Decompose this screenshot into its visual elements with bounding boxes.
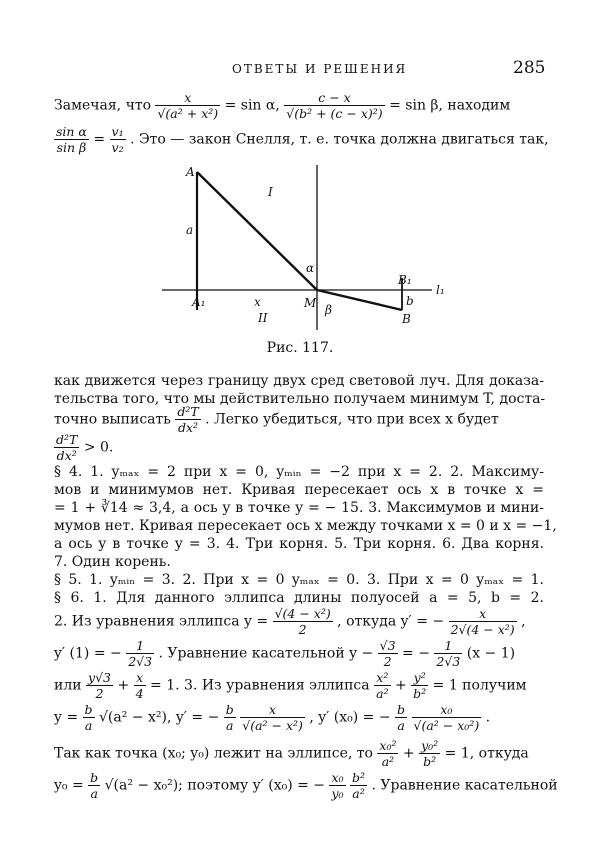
header-title: ОТВЕТЫ И РЕШЕНИЯ — [232, 62, 408, 76]
label-l1: l₁ — [436, 283, 445, 297]
section-4-line: а ось y в точке y = 3. 4. Три корня. 5. Три корня. 6. Два корня. — [54, 536, 544, 552]
label-beta: β — [325, 303, 332, 317]
section-4-line: мумов нет. Кривая пересекает ось x между точками x = 0 и x = −1, — [54, 518, 557, 534]
section-4-line: 7. Один корень. — [54, 554, 171, 570]
label-M: M — [304, 296, 317, 310]
equation-line: y′ (1) = − $\frac{1}{2√3}$ . Уравнение касательной y − $\frac{√3}{2}$ = − $\frac{1}{2√3}$ (x − 1) — [54, 638, 516, 669]
label-B1: B₁ — [398, 273, 412, 287]
fraction-v: $\frac{\text{v₁}}{\text{v₂}}$ — [111, 124, 124, 155]
equation-line: Так как точка (x₀; y₀) лежит на эллипсе, то $\frac{\text{x₀²}}{\text{a²}}$ + $\frac{\text{y₀²}}{\text{b²}}$ = 1, откуда — [54, 738, 529, 769]
equation-line: 2. Из уравнения эллипса y = $\frac{\text{√(4 − x²)}}{2}$ , откуда y′ = − $\frac{x}{\text{2√(4 − x²)}}$ , — [54, 606, 526, 637]
label-a: a — [186, 223, 194, 237]
fraction-x-over-root: $\frac{x}{\text{√(a² + x²)}}$ — [157, 90, 219, 121]
label-II: II — [258, 311, 268, 325]
label-A1: A₁ — [192, 295, 206, 309]
running-header — [0, 58, 600, 82]
label-x: x — [254, 295, 261, 309]
label-alpha: α — [306, 261, 315, 275]
text-line-1: Замечая, что $\frac{x}{\text{√(a² + x²)}}$ = sin α, $\frac{c - x}{\text{√(b² + (c − x)²)}}$ = sin β, находим — [54, 90, 511, 121]
text-line-2: $\frac{\text{sin α}}{\text{sin β}}$ = $\frac{\text{v₁}}{\text{v₂}}$ . Это — закон Снелля, т. е. точка должна двигаться так, — [56, 124, 549, 155]
body-line: $\frac{\text{d²T}}{\text{dx²}}$ > 0. — [56, 432, 114, 463]
body-line: как движется через границу двух сред световой луч. Для доказа- — [54, 373, 544, 389]
body-line: тельства того, что мы действительно получаем минимум T, доста- — [54, 391, 546, 407]
label-B: B — [402, 312, 411, 326]
equation-line: y₀ = $\frac{b}{a}$ √(a² − x₀²); поэтому y′ (x₀) = − $\frac{\text{x₀}}{\text{y₀}}$ $\frac{\text{b²}}{\text{a²}}$ . Уравнение касательной — [54, 770, 558, 801]
equation-line: y = $\frac{b}{a}$ √(a² − x²), y′ = − $\frac{b}{a}$ $\frac{x}{\text{√(a² − x²)}}$ , y′ (x₀) = − $\frac{b}{a}$ $\frac{\text{x₀}}{\text{√(a² − x₀²)}}$ . — [54, 702, 491, 733]
segment-am — [197, 172, 317, 290]
figure-117 — [150, 160, 460, 355]
equation-line: или $\frac{y√3}{2}$ + $\frac{x}{4}$ = 1. 3. Из уравнения эллипса $\frac{\text{x²}}{\text{a²}}$ + $\frac{\text{y²}}{\text{b²}}$ = 1 получим — [54, 670, 527, 701]
label-I: I — [268, 185, 273, 199]
section-4-line: § 4. 1. yₘₐₓ = 2 при x = 0, yₘᵢₙ = −2 при x = 2. 2. Максиму- — [54, 464, 544, 480]
section-4-line: мов и минимумов нет. Кривая пересекает ось x в точке x = — [54, 482, 544, 498]
label-A: A — [186, 165, 195, 179]
fraction-cx-over-root: $\frac{c - x}{\text{√(b² + (c − x)²)}}$ — [286, 90, 383, 121]
label-b: b — [406, 294, 414, 308]
body-line: точно выписать $\frac{\text{d²T}}{\text{dx²}}$ . Легко убедиться, что при всех x будет — [54, 404, 499, 435]
page-number: 285 — [513, 58, 546, 78]
fraction-sin: $\frac{\text{sin α}}{\text{sin β}}$ — [56, 124, 87, 155]
section-6-line: § 6. 1. Для данного эллипса длины полуосей a = 5, b = 2. — [54, 590, 544, 606]
section-5-line: § 5. 1. yₘᵢₙ = 3. 2. При x = 0 yₘₐₓ = 0. 3. При x = 0 yₘₐₓ = 1. — [54, 572, 544, 588]
section-4-line: = 1 + ∛14 ≈ 3,4, а ось y в точке y = − 15. 3. Максимумов и мини- — [54, 500, 544, 516]
figure-caption: Рис. 117. — [266, 340, 334, 356]
